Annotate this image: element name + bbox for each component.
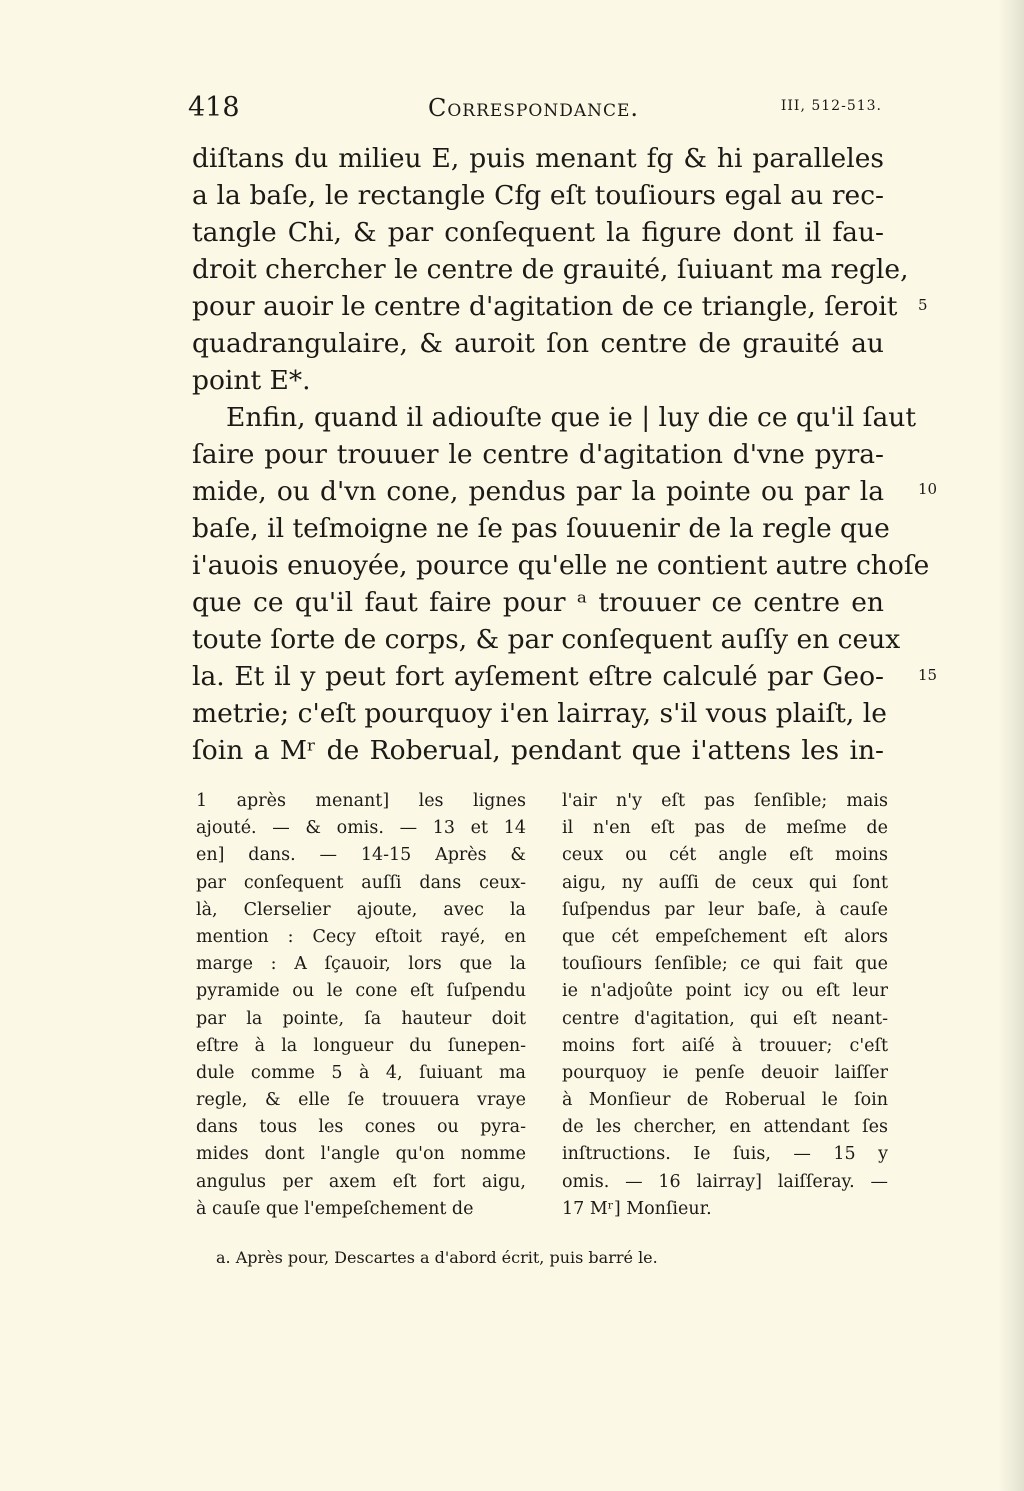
variant-line: dans tous les cones ou pyra- [196,1117,526,1138]
variant-line: ajouté. — & omis. — 13 et 14 [196,818,526,839]
variant-line: 17 Mʳ] Monſieur. [562,1198,712,1219]
variant-line: ceux ou cét angle eſt moins [562,845,888,866]
variant-line: marge : A ſçauoir, lors que la [196,954,526,975]
text-line: toute ſorte de corps, & par conſequent auſſy en ceux [192,624,901,655]
variant-line: regle, & elle ſe trouuera vraye [196,1090,526,1111]
text-line: la. Et il y peut fort ayſement eſtre calculé par Geo- [192,661,884,692]
page-edge-shadow [998,0,1024,1491]
variant-line: il n'en eſt pas de meſme de [562,818,888,839]
variant-line: inſtructions. Ie ſuis, — 15 y [562,1144,888,1165]
variant-line: 1 après menant] les lignes [196,791,526,811]
text-line: baſe, il teſmoigne ne ſe pas ſouuenir de la regle que [192,513,890,544]
text-line: ſoin a Mʳ de Roberual, pendant que i'attens les in- [192,735,884,766]
text-line: point E*. [192,365,311,396]
variant-line: pourquoy ie penſe deuoir laiſſer [562,1062,888,1083]
variant-line: touſiours ſenſible; ce qui fait que [562,954,888,975]
variant-line: pyramide ou le cone eſt ſuſpendu [196,981,526,1002]
text-line: i'auois enuoyée, pource qu'elle ne contient autre choſe [192,550,930,581]
variant-line: mides dont l'angle qu'on nomme [196,1144,526,1165]
text-line: metrie; c'eſt pourquoy i'en lairray, s'il vous plaiſt, le [192,698,887,729]
variant-line: en] dans. — 14-15 Après & [196,845,526,866]
variant-line: mention : Cecy eſtoit rayé, en [196,926,526,947]
variant-line: à cauſe que l'empeſchement de [196,1198,474,1219]
variant-line: aigu, ny auſſi de ceux qui ſont [562,872,888,893]
variant-line: moins fort aiſé à trouuer; c'eſt [562,1035,888,1056]
text-line: ſaire pour trouuer le centre d'agitation d'vne pyra- [192,439,884,470]
variants-left-column [196,788,526,1223]
variant-line: par conſequent auſſi dans ceux- [196,872,526,893]
variant-line: dule comme 5 à 4, ſuiuant ma [196,1062,526,1083]
text-line: quadrangulaire, & auroit ſon centre de grauité au [192,328,884,359]
variant-line: l'air n'y eſt pas ſenſible; mais [562,791,888,811]
text-line: pour auoir le centre d'agitation de ce triangle, ſeroit [192,291,898,322]
variant-line: ie n'adjoûte point icy ou eſt leur [562,981,888,1002]
text-line: que ce qu'il faut faire pour ᵃ trouuer ce centre en [192,587,884,618]
text-line: diſtans du milieu E, puis menant fg & hi paralleles [192,143,884,174]
line-number-5: 5 [918,296,928,314]
page-header [188,92,882,128]
running-title: Correspondance. [428,94,640,122]
variant-line: de les chercher, en attendant ſes [562,1117,888,1138]
variant-line: ſuſpendus par leur baſe, à cauſe [562,899,888,920]
page-number: 418 [188,92,240,123]
volume-reference: III, 512-513. [780,98,882,114]
line-number-15: 15 [918,666,938,684]
variant-line: omis. — 16 lairray] laiſſeray. — [562,1171,888,1192]
variant-line: à Monſieur de Roberual le ſoin [562,1090,888,1111]
footnote: a. Après pour, Descartes a d'abord écrit, puis barré le. [216,1248,658,1267]
variants-right-column [562,788,888,1223]
line-number-10: 10 [918,480,938,498]
text-line: tangle Chi, & par conſequent la figure dont il fau- [192,217,884,248]
variant-line: eſtre à la longueur du ſunepen- [196,1035,526,1056]
variant-line: centre d'agitation, qui eſt neant- [562,1008,888,1029]
variant-line: angulus per axem eſt fort aigu, [196,1171,526,1192]
text-line: droit chercher le centre de grauité, ſuiuant ma regle, [192,254,909,285]
text-line: Enfin, quand il adiouſte que ie | luy die ce qu'il ſaut [226,402,916,433]
text-line: a la baſe, le rectangle Cfg eſt touſiours egal au rec- [192,180,884,211]
variant-line: que cét empeſchement eſt alors [562,926,888,947]
variant-line: là, Clerselier ajoute, avec la [196,899,526,920]
text-line: mide, ou d'vn cone, pendus par la pointe ou par la [192,476,884,507]
variant-line: par la pointe, ſa hauteur doit [196,1008,526,1029]
